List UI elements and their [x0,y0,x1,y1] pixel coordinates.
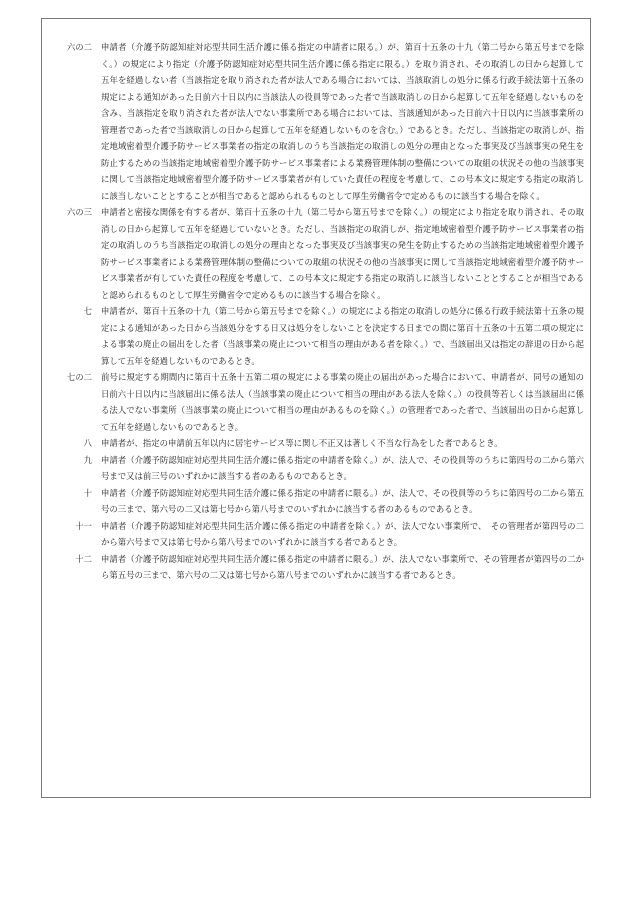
item-number: 六の三 [66,207,92,217]
list-item [52,369,584,435]
item-number: 六の二 [66,42,92,52]
item-text: 前号に規定する期間内に第百十五条十五第二項の規定による事業の廃止の届出があった場合において、申請者が、同号の通知の日前六十日以内に当該届出に係る法人（当該事業の廃止について相当の理由がある法人を除く。）の役員等若しくは当該届出に係る法人でない事業所（当該事業の廃止について相当の理由があるものを除く。）の管理者であった者で、当該届出の日から起算して五年を経過しないものであるとき。 [101,372,584,432]
list-item [52,204,584,303]
item-number: 八 [83,438,92,448]
item-text: 申請者（介護予防認知症対応型共同生活介護に係る指定の申請者に限る。）が、法人でない事業所で、その管理者が第四号の二から第五号の三まで、第六号の二又は第七号から第八号までのいずれかに該当する者であるとき。 [101,553,584,580]
item-number: 十 [83,487,92,498]
item-number: 十一 [75,520,92,531]
item-text: 申請者（介護予防認知症対応型共同生活介護に係る指定の申請者を除く。）が、法人でない事業所で、 その管理者が第四号の二から第六号まで又は第七号から第八号までのいずれかに該当する者であるとき。 [101,520,584,547]
item-number: 七 [83,306,92,316]
list-item [52,39,584,204]
item-text: 申請者（介護予防認知症対応型共同生活介護に係る指定の申請者に限る。）が、法人で、その役員等のうちに第四号の二から第五号の三まで、第六号の二又は第七号から第八号までのいずれかに該当する者のあるものであるとき。 [101,487,584,514]
item-text: 申請者が、第百十五条の十九（第二号から第五号までを除く。）の規定による指定の取消しの処分に係る行政手続法第十五条の規定による通知があった日から当該処分をする日又は処分をしないことを決定する日までの間に第百十五条の十五第二項の規定による事業の廃止の届出をした者（当該事業の廃止について相当の理由がある者を除く。）で、当該届出又は指定の辞退の日から起算して五年を経過しないものであるとき。 [101,306,584,366]
item-text: 申請者（介護予防認知症対応型共同生活介護に係る指定の申請者を除く。）が、法人で、その役員等のうちに第四号の二から第六号まで又は前三号のいずれかに該当する者のあるものであるとき。 [101,454,584,481]
list-item [52,452,584,485]
item-number: 七の二 [66,372,92,382]
item-text: 申請者と密接な関係を有する者が、第百十五条の十九（第二号から第五号までを除く。）の規定により指定を取り消され、その取消しの日から起算して五年を経過していないとき。ただし、当該指定の取消しが、指定地域密着型介護予防サービス事業者の指定の取消しのうち当該指定の取消しの処分の理由となった事実及び当該事実の発生を防止するための当該指定地域密着型介護予防サービス事業者による業務管理体制の整備についての取組の状況その他の当該事実に関して当該指定地域密着型介護予防サービス事業者が有していた責任の程度を考慮して、この号本文に規定する指定の取消しに該当しないこととすることが相当であると認められるものとして厚生労働省令で定めるものに該当する場合を除く。 [101,207,584,300]
item-number: 十二 [75,553,92,564]
list-item [52,485,584,518]
item-text: 申請者（介護予防認知症対応型共同生活介護に係る指定の申請者に限る。）が、第百十五条の十九（第二号から第五号までを除く。）の規定により指定（介護予防認知症対応型共同生活介護に係る指定に限る。）を取り消され、その取消しの日から起算して五年を経過しない者（当該指定を取り消された者が法人である場合においては、当該取消しの処分に係る行政手続法第十五条の規定による通知があった日前六十日以内に当該法人の役員等であった者で当該取消しの日から起算して五年を経過しないものを含み、当該指定を取り消された者が法人でない事業所である場合においては、当該通知があった日前六十日以内に当該事業所の管理者であった者で当該取消しの日から起算して五年を経過しないものを含む。）であるとき。ただし、当該指定の取消しが、指定地域密着型介護予防サービス事業者の指定の取消しのうち当該指定の取消しの処分の理由となった事実及び当該事実の発生を防止するための当該指定地域密着型介護予防サービス事業者による業務管理体制の整備についての取組の状況その他の当該事実に関して当該指定地域密着型介護予防サービス事業者が有していた責任の程度を考慮して、この号本文に規定する指定の取消しに該当しないこととすることが相当であると認められるものとして厚生労働省令で定めるものに該当する場合を除く。 [101,42,584,201]
list-item [52,435,584,452]
list-item [52,551,584,584]
item-text: 申請者が、指定の申請前五年以内に居宅サービス等に関し不正又は著しく不当な行為をした者であるとき。 [101,438,503,448]
item-number: 九 [83,454,92,465]
document-frame [41,18,591,798]
list-item [52,303,584,369]
article-list [52,39,584,584]
list-item [52,518,584,551]
